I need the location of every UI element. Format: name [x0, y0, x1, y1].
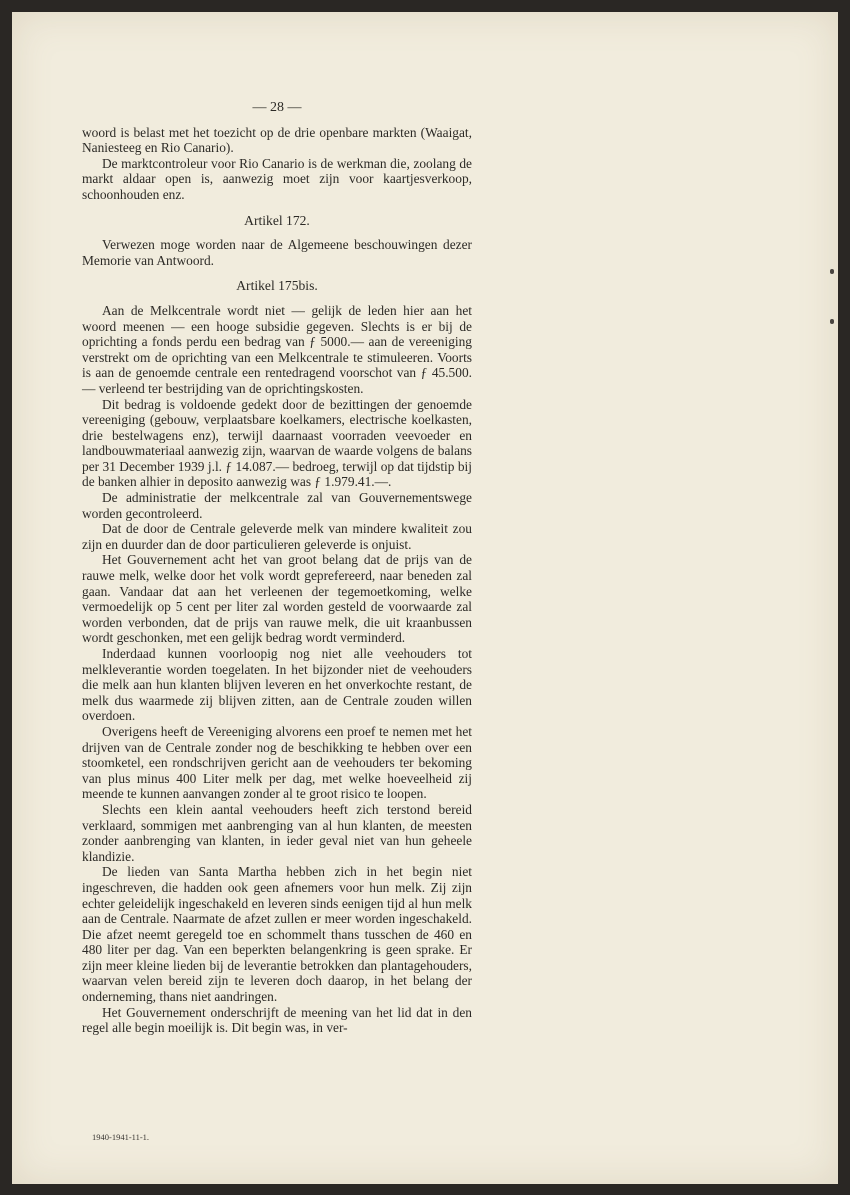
paragraph: Overigens heeft de Vereeniging alvorens een proef te nemen met het drijven van de Centrale zonder nog de beschikking te hebben over een stoomketel, een rondschrijven gericht aan de veehouders ter bekoming van plus minus 400 Liter melk per dag, met welke hoeveelheid zij meende te kunnen aanvangen zonder al te groot risico te loopen.: [82, 723, 472, 802]
paragraph: Dit bedrag is voldoende gedekt door de bezittingen der genoemde vereeniging (gebouw, verplaatsbare koelkamers, electrische koelkasten, drie bestelwagens enz), terwijl daarnaast voorraden veevoeder en landbouwmateriaal aanwezig zijn, waarvan de waarde volgens de balans per 31 December 1939 j.l. ƒ 14.087.— bedroeg, terwijl op dat tijdstip bij de banken alhier in deposito aanwezig was ƒ 1.979.41.—.: [82, 396, 472, 490]
paragraph: Inderdaad kunnen voorloopig nog niet alle veehouders tot melkleverantie worden toegelaten. In het bijzonder niet de veehouders die melk aan hun klanten blijven leveren en het onverkochte restant, de melk dus waarmede zij blijven zitten, aan de Centrale zouden willen overdoen.: [82, 646, 472, 724]
footer-code: 1940-1941-11-1.: [92, 1132, 150, 1142]
paragraph: Het Gouvernement acht het van groot belang dat de prijs van de rauwe melk, welke door het volk wordt geprefereerd, naar beneden zal gaan. Vandaar dat aan het verleenen der tegemoetkoming, welke vermoedelijk op 5 cent per liter zal worden gesteld de voorwaarde zal worden verbonden, dat de prijs van rauwe melk, die uit kraanbussen wordt geschonken, met een gelijk bedrag wordt verminderd.: [82, 552, 472, 646]
page-body: [82, 100, 472, 1036]
paragraph: Slechts een klein aantal veehouders heeft zich terstond bereid verklaard, sommigen met aanbrenging van al hun klanten, de meesten zonder aanbrenging van klanten, in ieder geval niet van hun geheele klandizie.: [82, 801, 472, 864]
paragraph: Aan de Melkcentrale wordt niet — gelijk de leden hier aan het woord meenen — een hooge subsidie gegeven. Slechts is er bij de oprichting a fonds perdu een bedrag van ƒ 5000.— aan de vereeniging verstrekt om de oprichting van een Melkcentrale te stimuleeren. Voorts is aan de genoemde centrale een rentedragend voorschot van ƒ 45.500.— verleend ter bestrijding van de oprichtingskosten.: [82, 302, 472, 396]
paragraph: woord is belast met het toezicht op de drie openbare markten (Waaigat, Naniesteeg en Rio Canario).: [82, 124, 472, 156]
paragraph: De administratie der melkcentrale zal van Gouvernementswege worden gecontroleerd.: [82, 490, 472, 521]
paragraph: De marktcontroleur voor Rio Canario is de werkman die, zoolang de markt aldaar open is, aanwezig moet zijn voor kaartjesverkoop, schoonhouden enz.: [82, 155, 472, 202]
section-heading-172: Artikel 172.: [244, 212, 310, 228]
paragraph: Dat de door de Centrale geleverde melk van mindere kwaliteit zou zijn en duurder dan de door particulieren geleverde is onjuist.: [82, 521, 472, 552]
page-number: — 28 —: [252, 100, 302, 115]
paragraph: De lieden van Santa Martha hebben zich in het begin niet ingeschreven, die hadden ook geen afnemers voor hun melk. Zij zijn echter geleidelijk ingeschakeld en leveren sinds eenigen tijd al hun melk aan de Centrale. Naarmate de afzet zullen er meer worden ingeschakeld. Die afzet neemt geregeld toe en schommelt thans tusschen de 460 en 480 liter per dag. Van een beperkten belangenkring is geen sprake. Er zijn meer kleine lieden bij de leverantie betrokken dan plantagehouders, waarvan velen bereid zijn te leveren doch daarop, in het belang der onderneming, thans niet aandringen.: [82, 864, 472, 1005]
paragraph: Het Gouvernement onderschrijft de meening van het lid dat in den regel alle begin moeilijk is. Dit begin was, in ver-: [82, 1004, 472, 1036]
punch-hole: [830, 319, 834, 324]
paragraph: Verwezen moge worden naar de Algemeene beschouwingen dezer Memorie van Antwoord.: [82, 237, 472, 268]
section-heading-175bis: Artikel 175bis.: [236, 278, 318, 294]
punch-hole: [830, 269, 834, 274]
